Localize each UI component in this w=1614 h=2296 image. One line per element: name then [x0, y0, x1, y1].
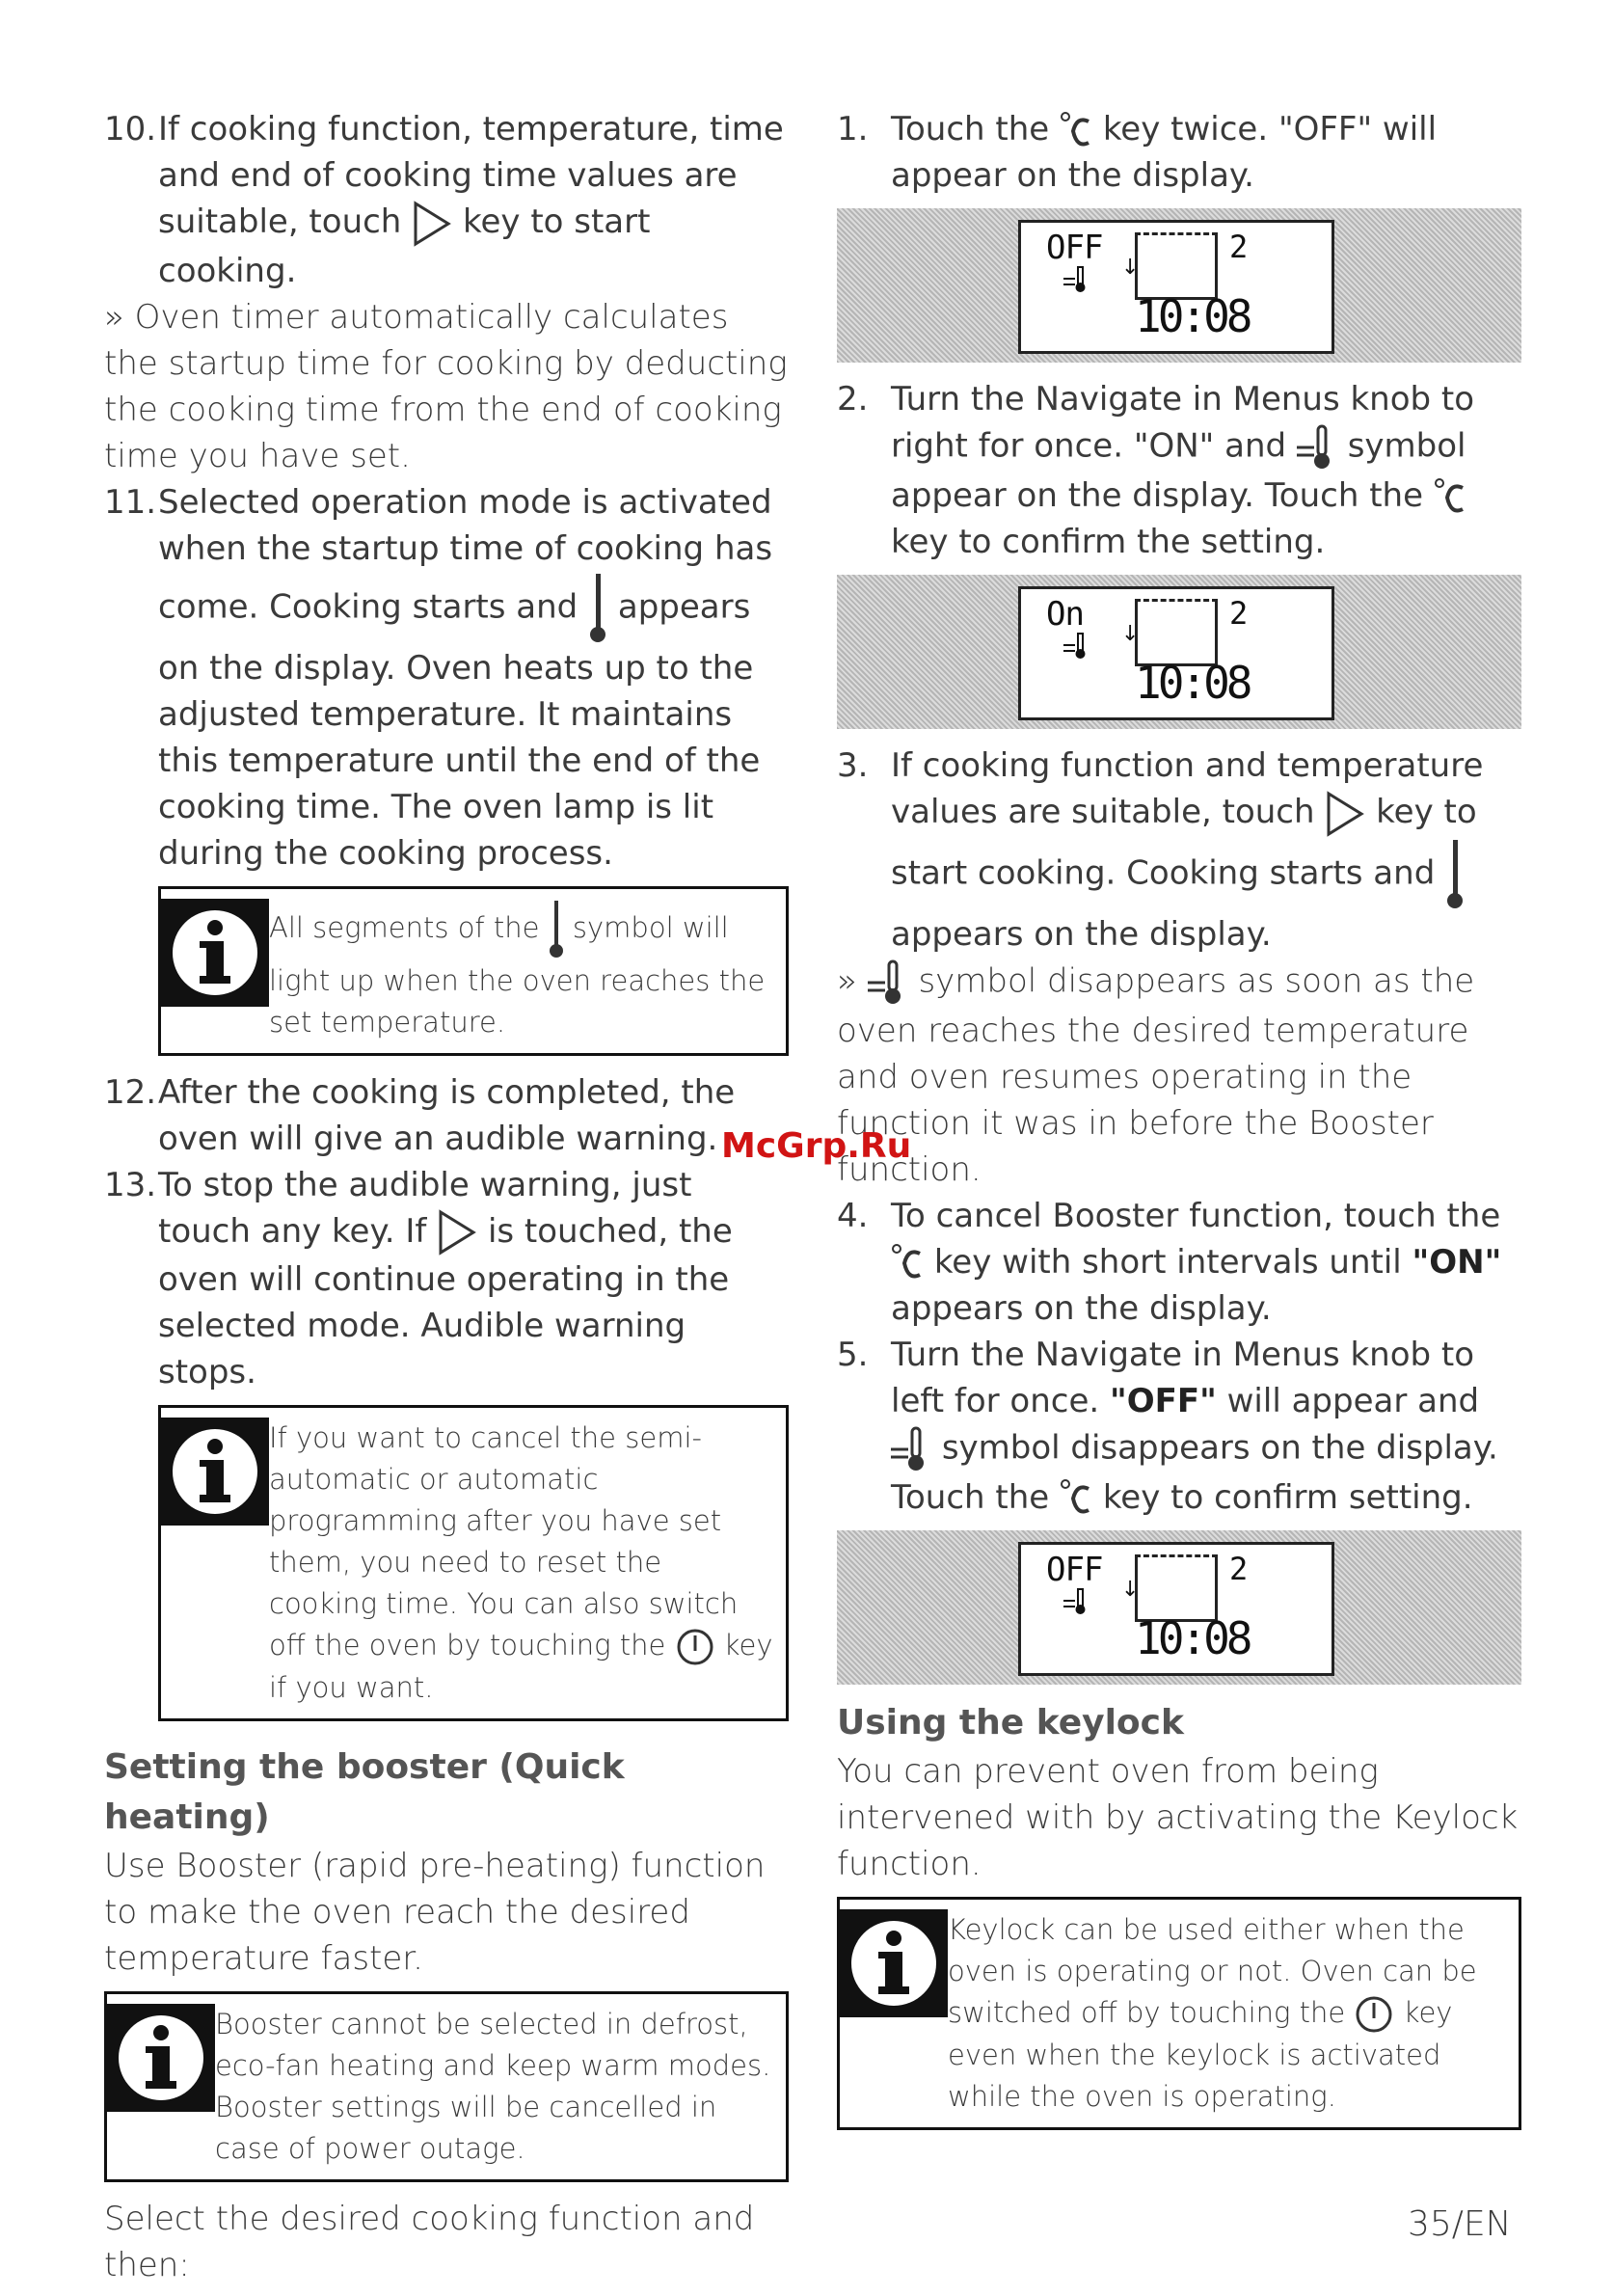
step-12	[104, 1069, 789, 1162]
step-number: 2.	[837, 380, 869, 419]
step-13	[104, 1162, 789, 1396]
lcd-clock: 10:08	[1135, 1611, 1250, 1664]
lcd-zone: 2	[1229, 229, 1249, 265]
step-11	[104, 479, 789, 877]
info-icon	[161, 899, 269, 1007]
off-label: "OFF"	[1110, 1381, 1217, 1420]
step-text: key to confirm setting.	[1102, 1477, 1473, 1517]
booster-thermometer-icon	[1297, 422, 1337, 473]
thermometer-icon	[549, 899, 564, 960]
booster-thermometer-icon	[1063, 1587, 1089, 1620]
lcd-mode: OFF	[1046, 1550, 1103, 1589]
step-1	[837, 106, 1521, 199]
step-number: 13.	[104, 1165, 157, 1204]
step-5	[837, 1332, 1521, 1521]
info-text: key even when the keylock is activated while the oven is operating.	[948, 1995, 1453, 2113]
lcd-clock: 10:08	[1135, 290, 1250, 342]
thermometer-icon	[1445, 838, 1465, 911]
step-text: appears on the display.	[891, 1288, 1272, 1328]
step-4	[837, 1193, 1521, 1332]
step-text: Turn the Navigate in Menus knob to left for once.	[891, 1335, 1475, 1420]
info-box-segments	[158, 886, 789, 1056]
on-label: "ON"	[1412, 1242, 1502, 1282]
step-number: 12.	[104, 1072, 157, 1112]
step-text: To stop the audible warning, just touch any key. If	[158, 1165, 692, 1251]
keylock-heading: Using the keylock	[837, 1702, 1184, 1742]
info-icon	[161, 1418, 269, 1526]
info-icon	[107, 2004, 215, 2112]
step-text: key twice. "OFF" will appear on the display.	[891, 110, 1438, 195]
step-text: If cooking function, temperature, time and end of cooking time values are suitable, touch	[158, 110, 784, 241]
temperature-key-icon	[1060, 110, 1092, 152]
info-box-booster	[104, 1991, 789, 2182]
temperature-key-icon	[891, 1242, 924, 1284]
lcd-marker: ↓	[1121, 256, 1140, 280]
oven-display-off	[837, 208, 1521, 363]
booster-heading: Setting the booster (Quick heating)	[104, 1747, 625, 1837]
step-number: 11.	[104, 482, 157, 522]
booster-note	[837, 958, 1521, 1193]
info-text: Booster cannot be selected in defrost, eco-fan heating and keep warm modes. Booster settings will be cancelled in case of power outage.	[215, 2008, 771, 2165]
power-icon	[675, 1627, 715, 1667]
info-text: Keylock can be used either when the oven is operating or not. Oven can be switched off by touching the	[948, 1912, 1477, 2029]
lcd-zone: 2	[1229, 595, 1249, 632]
watermark: McGrp.Ru	[721, 1126, 912, 1166]
step-text: key with short intervals until	[933, 1242, 1402, 1282]
step-text: symbol disappears on the display. Touch the	[891, 1428, 1498, 1517]
lcd-panel	[1018, 220, 1334, 354]
step-text: key to start cooking.	[158, 203, 651, 290]
booster-thermometer-icon	[868, 958, 908, 1008]
right-column	[837, 106, 1521, 2144]
booster-thermometer-icon	[891, 1424, 931, 1474]
step-text: symbol appear on the display. Touch the	[891, 426, 1466, 515]
step-2	[837, 376, 1521, 565]
bullet: »	[837, 961, 857, 1000]
lcd-mode: On	[1046, 595, 1084, 634]
step-text: Turn the Navigate in Menus knob to right for once. "ON" and	[891, 380, 1475, 466]
step-text: is touched, the oven will continue operating in the selected mode. Audible warning stops.	[158, 1211, 733, 1391]
step-number: 4.	[837, 1196, 869, 1235]
step-number: 5.	[837, 1335, 869, 1374]
step-text: appears on the display. Oven heats up to the adjusted temperature. It maintains this temperature until the end of the cooking time. The oven lamp is lit during the cooking process.	[158, 587, 761, 873]
start-play-icon	[437, 1208, 477, 1256]
step-number: 10.	[104, 110, 157, 149]
step-number: 3.	[837, 746, 869, 785]
lcd-panel	[1018, 586, 1334, 720]
booster-thermometer-icon	[1063, 265, 1089, 298]
info-text: symbol will light up when the oven reaches the set temperature.	[269, 910, 766, 1039]
temperature-key-icon	[1060, 1477, 1092, 1520]
lcd-zone: 2	[1229, 1550, 1249, 1587]
temperature-key-icon	[1434, 476, 1466, 519]
step-3	[837, 743, 1521, 958]
info-text: key if you want.	[269, 1629, 773, 1704]
left-column	[104, 106, 789, 2288]
info-box-cancel-programming	[158, 1405, 789, 1721]
step-text: To cancel Booster function, touch the	[891, 1196, 1501, 1235]
start-play-icon	[1325, 790, 1365, 838]
step-text: If cooking function and temperature values are suitable, touch	[891, 746, 1484, 831]
info-text: All segments of the	[269, 910, 540, 944]
oven-display-on	[837, 575, 1521, 729]
step-text: key to start cooking. Cooking starts and	[891, 793, 1477, 892]
note-text: symbol disappears as soon as the oven reaches the desired temperature and oven resumes operating in the function it was in before the Booster function.	[837, 961, 1475, 1189]
timer-note: » Oven timer automatically calculates the startup time for cooking by deducting the cooking time from the end of cooking time you have set.	[104, 297, 788, 475]
oven-display-off-2	[837, 1530, 1521, 1685]
step-text: appears on the display.	[891, 914, 1272, 954]
lcd-marker: ↓	[1121, 622, 1140, 646]
info-text: If you want to cancel the semi-automatic or automatic programming after you have set them, you need to reset the cooking time. You can also switch off the oven by touching the	[269, 1421, 739, 1661]
step-text: Touch the	[891, 110, 1050, 149]
step-text: After the cooking is completed, the oven will give an audible warning.	[158, 1072, 736, 1158]
booster-thermometer-icon	[1063, 632, 1089, 664]
info-box-keylock	[837, 1897, 1521, 2130]
thermometer-icon	[588, 572, 607, 645]
lcd-panel	[1018, 1542, 1334, 1676]
step-text: will appear and	[1226, 1381, 1480, 1420]
keylock-text: You can prevent oven from being intervened with by activating the Keylock function.	[837, 1751, 1519, 1883]
info-icon	[840, 1909, 948, 2017]
select-function-text: Select the desired cooking function and then:	[104, 2200, 755, 2284]
step-text: Selected operation mode is activated when the startup time of cooking has come. Cooking starts and	[158, 482, 773, 626]
step-10	[104, 106, 789, 294]
booster-text: Use Booster (rapid pre-heating) function to make the oven reach the desired temperature faster.	[104, 1847, 766, 1978]
step-number: 1.	[837, 110, 869, 149]
step-text: key to confirm the setting.	[891, 523, 1326, 561]
lcd-clock: 10:08	[1135, 657, 1250, 709]
start-play-icon	[412, 200, 452, 248]
power-icon	[1354, 1994, 1394, 2035]
page-number: 35/EN	[1408, 2204, 1512, 2244]
lcd-mode: OFF	[1046, 229, 1103, 267]
lcd-marker: ↓	[1121, 1577, 1140, 1602]
